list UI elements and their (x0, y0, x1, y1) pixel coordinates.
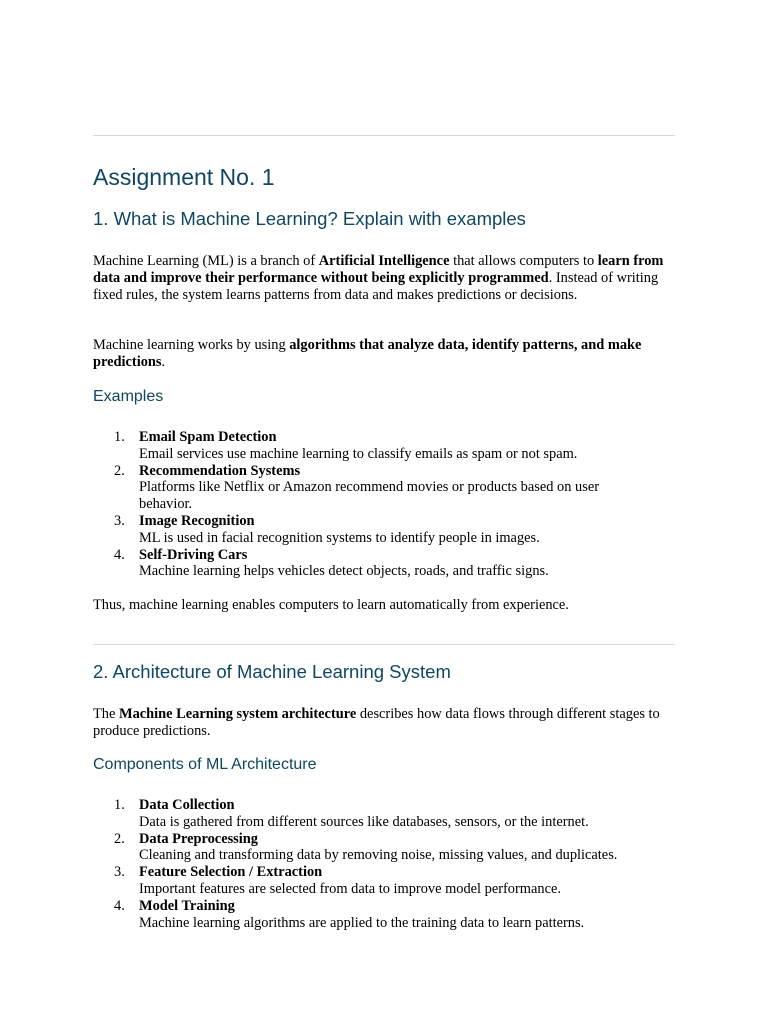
list-item: 1. Email Spam Detection Email services use machine learning to classify emails as spam or not spam. (114, 429, 578, 462)
section-2-heading: 2. Architecture of Machine Learning System (93, 661, 451, 682)
list-item: 1. Data Collection Data is gathered from different sources like databases, sensors, or the internet. (114, 797, 589, 830)
document-title: Assignment No. 1 (93, 164, 275, 190)
components-heading: Components of ML Architecture (93, 756, 317, 773)
list-item: 4. Self-Driving Cars Machine learning helps vehicles detect objects, roads, and traffic signs. (114, 546, 549, 580)
examples-heading: Examples (93, 388, 164, 405)
components-list (93, 797, 653, 931)
list-item: 2. Data Preprocessing Cleaning and transforming data by removing noise, missing values, and duplicates. (114, 830, 618, 864)
horizontal-rule (93, 644, 675, 645)
list-item: 3. Image Recognition ML is used in facial recognition systems to identify people in images. (114, 512, 540, 546)
section-1-heading: 1. What is Machine Learning? Explain with examples (93, 208, 526, 229)
list-item: 4. Model Training Machine learning algorithms are applied to the training data to learn patterns. (114, 897, 585, 931)
list-item: 3. Feature Selection / Extraction Important features are selected from data to improve model performance. (114, 864, 561, 897)
section-2-intro-paragraph: The Machine Learning system architecture describes how data flows through different stages to produce predictions. (93, 706, 660, 739)
section-1-conclusion: Thus, machine learning enables computers to learn automatically from experience. (93, 597, 569, 613)
horizontal-rule (93, 135, 675, 136)
section-1-works-paragraph: Machine learning works by using algorithms that analyze data, identify patterns, and make predictions. (93, 337, 642, 370)
examples-list (93, 429, 653, 580)
list-item: 2. Recommendation Systems Platforms like Netflix or Amazon recommend movies or products based on user behavior. (114, 462, 599, 513)
section-1-intro-paragraph: Machine Learning (ML) is a branch of Artificial Intelligence that allows computers to learn from data and improve their performance without being explicitly programmed. Instead of writing fixed rules, the system learns patterns from data and makes predictions or decisions. (93, 253, 664, 303)
